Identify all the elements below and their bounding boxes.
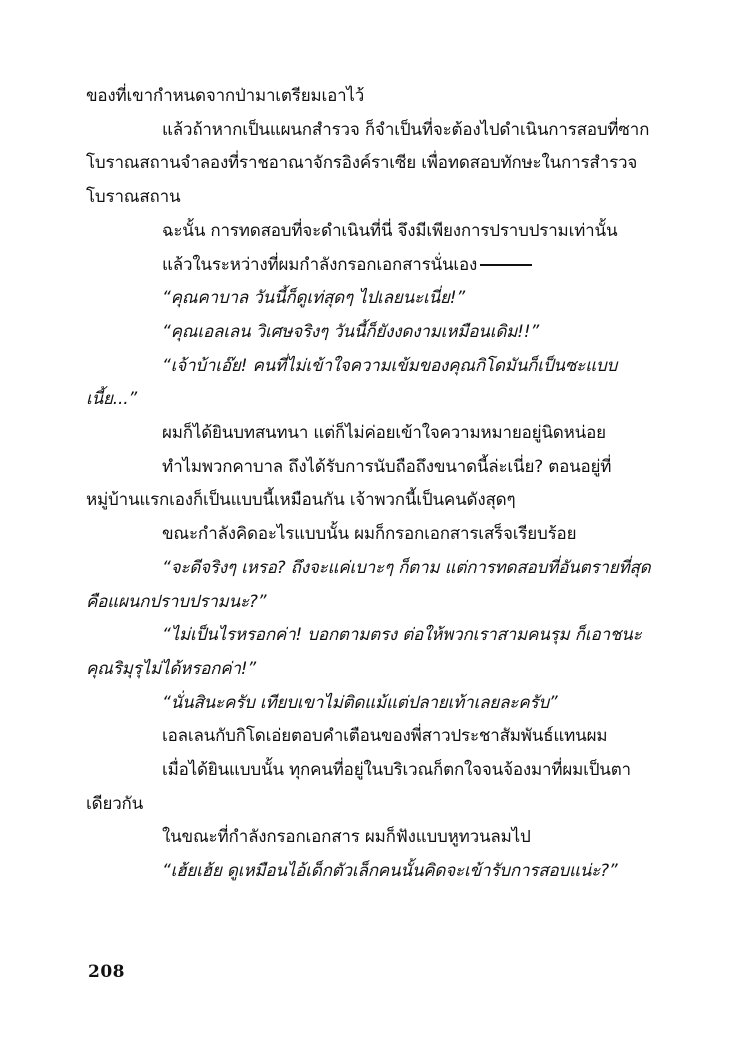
paragraph-9: ทำไมพวกคาบาล ถึงได้รับการนับถือถึงขนาดนี้ล่ะเนี่ย? ตอนอยู่ที่หมู่บ้านแรกเองก็เป็นแบบนี้เหมือนกัน เจ้าพวกนี้เป็นคนดังสุดๆ <box>86 456 612 511</box>
dialogue-7: “เฮ้ยเฮ้ย ดูเหมือนไอ้เด็กตัวเล็กคนนั้นคิดจะเข้ารับการสอบแน่ะ?” <box>162 861 618 882</box>
body-text <box>86 80 656 889</box>
paragraph-2: แล้วถ้าหากเป็นแผนกสำรวจ ก็จำเป็นที่จะต้องไปดำเนินการสอบที่ซากโบราณสถานจำลองที่ราชอาณาจักรอิงค์ราเซีย เพื่อทดสอบทักษะในการสำรวจโบราณสถาน <box>86 119 650 208</box>
dialogue-3: “เจ้าบ้าเอ๊ย! คนที่ไม่เข้าใจความเข้มของคุณกิโดมันก็เป็นซะแบบเนี้ย...” <box>86 355 618 410</box>
dialogue-2: “คุณเอลเลน วิเศษจริงๆ วันนี้ก็ยังงดงามเหมือนเดิม!!” <box>162 321 540 342</box>
page-number: 208 <box>88 962 125 982</box>
em-dash-line <box>480 264 532 266</box>
dialogue-6: “นั่นสินะครับ เทียบเขาไม่ติดแม้แต่ปลายเท้าเลยละครับ” <box>162 692 558 713</box>
paragraph-10: ขณะกำลังคิดอะไรแบบนั้น ผมก็กรอกเอกสารเสร็จเรียบร้อย <box>162 524 577 545</box>
paragraph-4 <box>86 249 656 283</box>
dialogue-5: “ไม่เป็นไรหรอกค่า! บอกตามตรง ต่อให้พวกเราสามคนรุม ก็เอาชนะคุณริมุรุไม่ได้หรอกค่า!” <box>86 625 642 679</box>
dialogue-4: “จะดีจริงๆ เหรอ? ถึงจะแค่เบาะๆ ก็ตาม แต่การทดสอบที่อันตรายที่สุดคือแผนกปราบปรามนะ?” <box>86 557 651 612</box>
dialogue-1: “คุณคาบาล วันนี้ก็ดูเท่สุดๆ ไปเลยนะเนี่ย!” <box>162 288 466 309</box>
paragraph-4-text: แล้วในระหว่างที่ผมกำลังกรอกเอกสารนั่นเอง <box>162 254 478 275</box>
paragraph-16: ในขณะที่กำลังกรอกเอกสาร ผมก็ฟังแบบหูทวนลมไป <box>162 827 531 848</box>
paragraph-14: เอลเลนกับกิโดเอ่ยตอบคำเตือนของพี่สาวประชาสัมพันธ์แทนผม <box>162 726 608 747</box>
paragraph-3: ฉะนั้น การทดสอบที่จะดำเนินที่นี่ จึงมีเพียงการปราบปรามเท่านั้น <box>162 220 618 241</box>
paragraph-1: ของที่เขากำหนดจากป่ามาเตรียมเอาไว้ <box>86 86 365 106</box>
paragraph-8: ผมก็ได้ยินบทสนทนา แต่ก็ไม่ค่อยเข้าใจความหมายอยู่นิดหน่อย <box>162 423 606 444</box>
paragraph-15: เมื่อได้ยินแบบนั้น ทุกคนที่อยู่ในบริเวณก็ตกใจจนจ้องมาที่ผมเป็นตาเดียวกัน <box>86 760 631 814</box>
